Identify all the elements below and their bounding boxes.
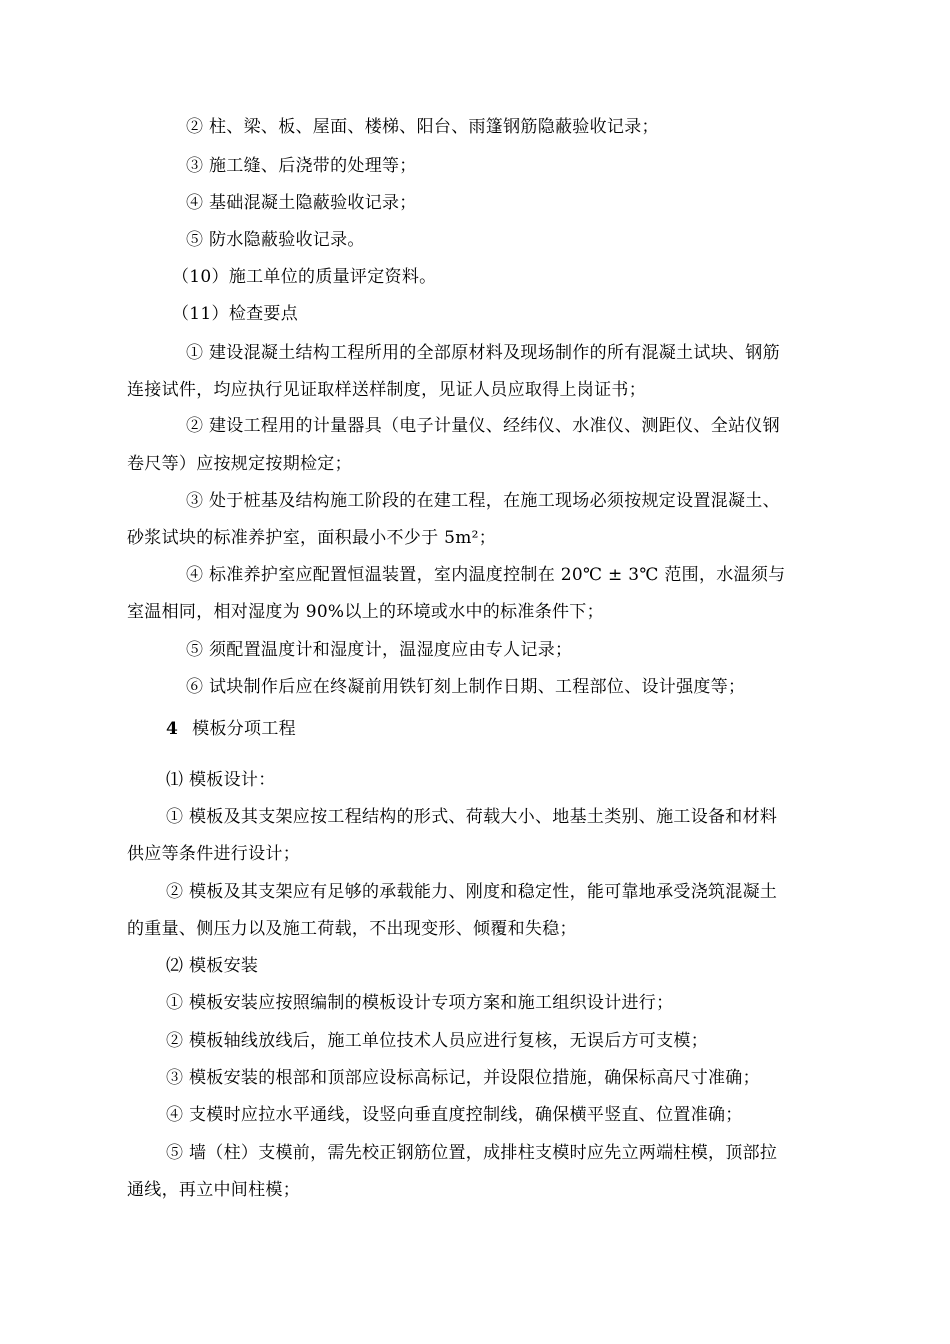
section-number: 4 bbox=[166, 719, 179, 739]
list-item: ③ 施工缝、后浇带的处理等； bbox=[186, 156, 417, 176]
checkpoint-3-line-2: 砂浆试块的标准养护室，面积最小不少于 5m²； bbox=[127, 528, 497, 548]
checkpoint-5: ⑤ 须配置温度计和湿度计，温湿度应由专人记录； bbox=[186, 640, 573, 660]
checkpoint-2-line-1: ② 建设工程用的计量器具（电子计量仪、经纬仪、水准仪、测距仪、全站仪钢 bbox=[186, 416, 780, 436]
install-4: ④ 支模时应拉水平通线，设竖向垂直度控制线，确保横平竖直、位置准确； bbox=[166, 1105, 743, 1125]
checkpoint-3-line-1: ③ 处于桩基及结构施工阶段的在建工程，在施工现场必须按规定设置混凝土、 bbox=[186, 491, 780, 511]
install-5-line-1: ⑤ 墙（柱）支模前，需先校正钢筋位置，成排柱支模时应先立两端柱模，顶部拉 bbox=[166, 1143, 778, 1163]
install-subheading: ⑵ 模板安装 bbox=[166, 956, 259, 976]
install-1: ① 模板安装应按照编制的模板设计专项方案和施工组织设计进行； bbox=[166, 993, 674, 1013]
install-3: ③ 模板安装的根部和顶部应设标高标记，并设限位措施，确保标高尺寸准确； bbox=[166, 1068, 760, 1088]
list-item: ④ 基础混凝土隐蔽验收记录； bbox=[186, 193, 417, 213]
checkpoint-4-line-1: ④ 标准养护室应配置恒温装置，室内温度控制在 20℃ ± 3℃ 范围，水温须与 bbox=[186, 565, 786, 585]
design-1-line-1: ① 模板及其支架应按工程结构的形式、荷载大小、地基土类别、施工设备和材料 bbox=[166, 807, 778, 827]
design-2-line-1: ② 模板及其支架应有足够的承载能力、刚度和稳定性，能可靠地承受浇筑混凝土 bbox=[166, 882, 778, 902]
design-1-line-2: 供应等条件进行设计； bbox=[127, 844, 300, 864]
list-item: ② 柱、梁、板、屋面、楼梯、阳台、雨篷钢筋隐蔽验收记录； bbox=[186, 117, 659, 137]
design-2-line-2: 的重量、侧压力以及施工荷载，不出现变形、倾覆和失稳； bbox=[127, 919, 577, 939]
section-title: 模板分项工程 bbox=[192, 719, 296, 739]
install-5-line-2: 通线，再立中间柱模； bbox=[127, 1180, 300, 1200]
list-item: ⑤ 防水隐蔽验收记录。 bbox=[186, 230, 365, 250]
checkpoint-1-line-1: ① 建设混凝土结构工程所用的全部原材料及现场制作的所有混凝土试块、钢筋 bbox=[186, 343, 780, 363]
design-subheading: ⑴ 模板设计： bbox=[166, 770, 276, 790]
checkpoint-4-line-2: 室温相同，相对湿度为 90%以上的环境或水中的标准条件下； bbox=[127, 602, 604, 622]
item-11-heading: （11）检查要点 bbox=[172, 304, 299, 324]
checkpoint-6: ⑥ 试块制作后应在终凝前用铁钉刻上制作日期、工程部位、设计强度等； bbox=[186, 677, 746, 697]
section-4-heading bbox=[166, 718, 296, 740]
checkpoint-1-line-2: 连接试件，均应执行见证取样送样制度，见证人员应取得上岗证书； bbox=[127, 380, 646, 400]
item-10: （10）施工单位的质量评定资料。 bbox=[172, 267, 437, 287]
checkpoint-2-line-2: 卷尺等）应按规定按期检定； bbox=[127, 454, 352, 474]
install-2: ② 模板轴线放线后，施工单位技术人员应进行复核，无误后方可支模； bbox=[166, 1031, 709, 1051]
